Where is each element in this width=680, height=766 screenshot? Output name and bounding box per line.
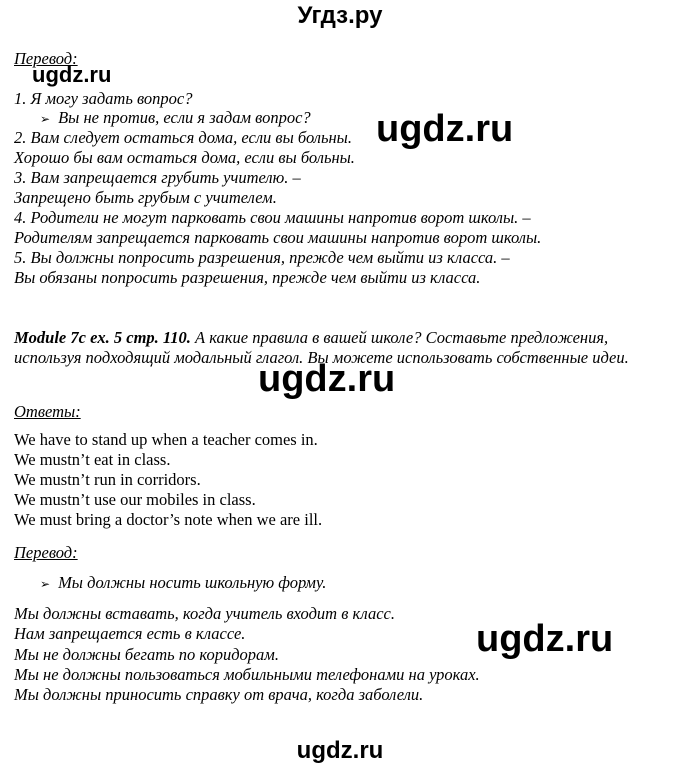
text-line: 4. Родители не могут парковать свои машины напротив ворот школы. – — [14, 208, 531, 227]
text-line: Хорошо бы вам остаться дома, если вы больны. — [14, 148, 355, 167]
text-line: 3. Вам запрещается грубить учителю. – — [14, 168, 301, 187]
text-line: Нам запрещается есть в классе. — [14, 624, 246, 643]
text-line: Родителям запрещается парковать свои машины напротив ворот школы. — [14, 228, 542, 247]
bullet-line: ➢ Мы должны носить школьную форму. — [40, 573, 327, 592]
answer-line: We mustn’t use our mobiles in class. — [14, 490, 256, 509]
text-line: Мы не должны пользоваться мобильными телефонами на уроках. — [14, 665, 480, 684]
answer-line: We have to stand up when a teacher comes in. — [14, 430, 318, 449]
watermark-large: ugdz.ru — [376, 108, 514, 150]
answer-line: We must bring a doctor’s note when we are ill. — [14, 510, 323, 529]
text-line: Мы должны вставать, когда учитель входит в класс. — [14, 604, 395, 623]
text-line: 1. Я могу задать вопрос? — [14, 89, 193, 108]
bullet-line: ➢ Вы не против, если я задам вопрос? — [40, 108, 311, 127]
text-line: Вы обязаны попросить разрешения, прежде чем выйти из класса. — [14, 268, 481, 287]
watermark-large: ugdz.ru — [476, 618, 614, 660]
answer-line: We mustn’t eat in class. — [14, 450, 171, 469]
watermark-large: ugdz.ru — [258, 358, 396, 400]
footer-watermark: ugdz.ru — [296, 737, 384, 764]
task-label: Module 7c ex. 5 стр. 110. — [14, 328, 191, 347]
text-line: 5. Вы должны попросить разрешения, прежде чем выйти из класса. – — [14, 248, 510, 267]
answers-heading: Ответы: — [14, 402, 81, 421]
text-line: 2. Вам следует остаться дома, если вы больны. — [14, 128, 352, 147]
text-line: Запрещено быть грубым с учителем. — [14, 188, 277, 207]
section-heading-translation: Перевод: — [14, 49, 78, 68]
site-title: Угдз.ру — [297, 2, 383, 29]
text-line: Мы должны приносить справку от врача, когда заболели. — [14, 685, 424, 704]
text-line: Мы не должны бегать по коридорам. — [14, 645, 279, 664]
section-heading-translation: Перевод: — [14, 543, 78, 562]
watermark-small: ugdz.ru — [32, 62, 112, 87]
arrow-bullet-icon: ➢ — [40, 112, 51, 126]
task-text: А какие правила в вашей школе? Составьте предложения, используя подходящий модальный глагол. Вы можете использовать собственные идеи. — [14, 328, 629, 367]
answer-line: We mustn’t run in corridors. — [14, 470, 201, 489]
arrow-bullet-icon: ➢ — [40, 577, 51, 591]
